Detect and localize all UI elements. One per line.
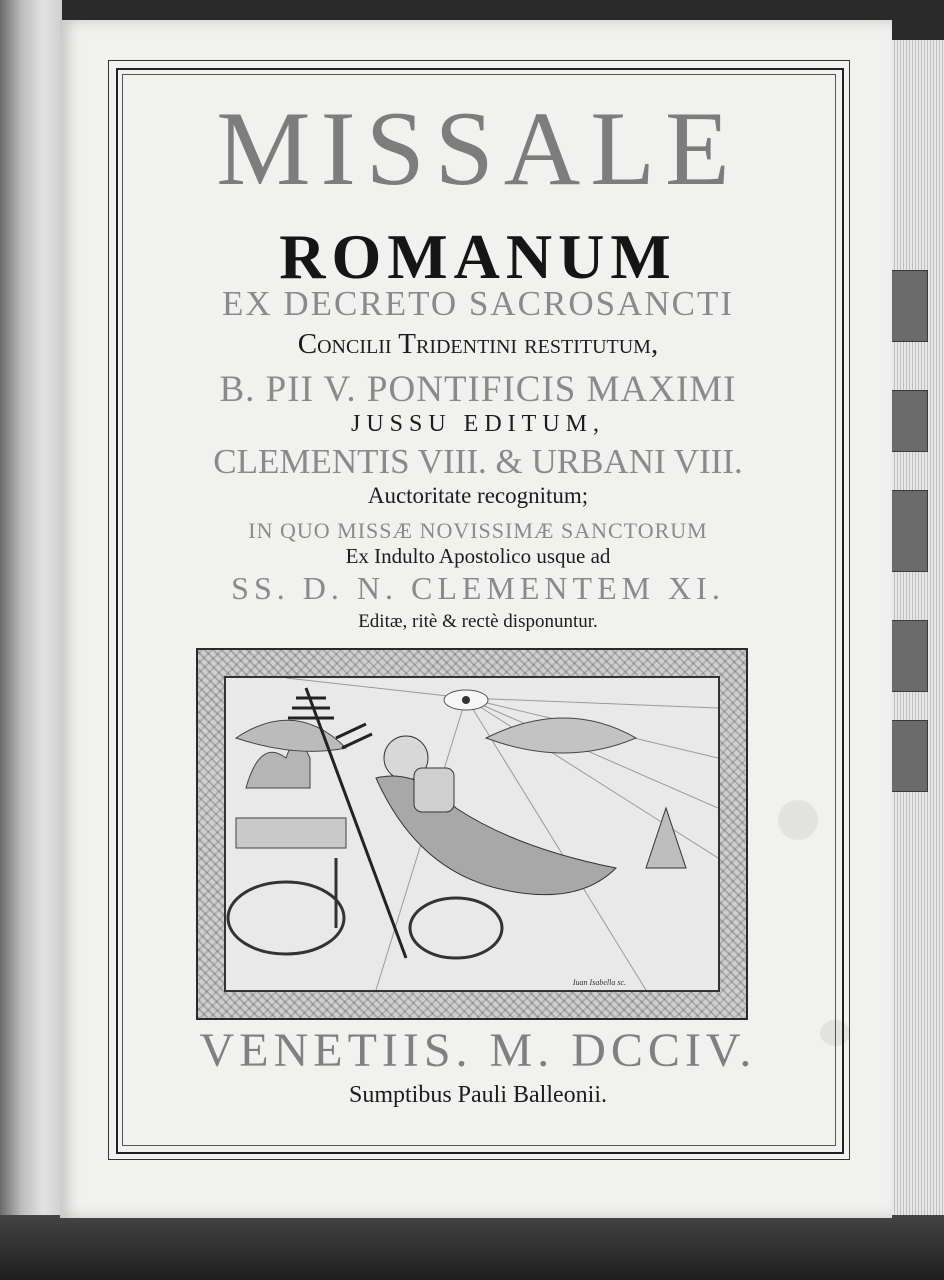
colonnade-left (228, 882, 344, 954)
engraving-illustration (226, 678, 718, 990)
book-title: MISSALE (216, 90, 740, 207)
imprint-publisher: Sumptibus Pauli Balleonii. (348, 1082, 607, 1108)
title-line-concilii: Concilii Tridentini restitutum, (297, 328, 659, 360)
binding-tab (886, 490, 928, 572)
facing-page-edge (0, 0, 62, 1280)
binding-tab (886, 390, 928, 452)
title-line-editae: Editæ, ritè & rectè disponuntur. (358, 611, 598, 632)
title-line-clementis: CLEMENTIS VIII. & URBANI VIII. (213, 442, 743, 481)
binding-tab (886, 720, 928, 792)
table-surface (0, 1215, 944, 1280)
engraving-frame (196, 648, 748, 1020)
colonnade-right (410, 898, 502, 958)
tower-icon (646, 808, 686, 868)
engraver-signature: Iuan Isabella sc. (572, 978, 626, 987)
papal-tiara-icon (414, 768, 454, 812)
binding-tab (886, 270, 928, 342)
angel-wing-left (236, 720, 346, 751)
title-page (60, 20, 892, 1218)
title-line-in-quo: IN QUO MISSÆ NOVISSIMÆ SANCTORUM (248, 518, 708, 543)
angel-wing-right (486, 718, 636, 753)
title-line-ex-decreto: EX DECRETO SACROSANCTI (221, 284, 734, 323)
title-line-jussu: JUSSU EDITUM, (350, 411, 605, 437)
title-line-auctoritate: Auctoritate recognitum; (367, 483, 589, 508)
binding-tab (886, 620, 928, 692)
imprint-place-date: VENETIIS. M. DCCIV. (199, 1024, 757, 1077)
eye-pupil (462, 696, 470, 704)
book-subtitle: ROMANUM (279, 221, 677, 292)
title-line-pii: B. PII V. PONTIFICIS MAXIMI (219, 369, 737, 410)
engraving-angel-vignette (224, 676, 720, 992)
title-line-indulto: Ex Indulto Apostolico usque ad (345, 544, 611, 568)
basilica-facade (236, 818, 346, 848)
title-line-clementem: SS. D. N. CLEMENTEM XI. (231, 570, 725, 606)
angel-robe (376, 776, 616, 895)
